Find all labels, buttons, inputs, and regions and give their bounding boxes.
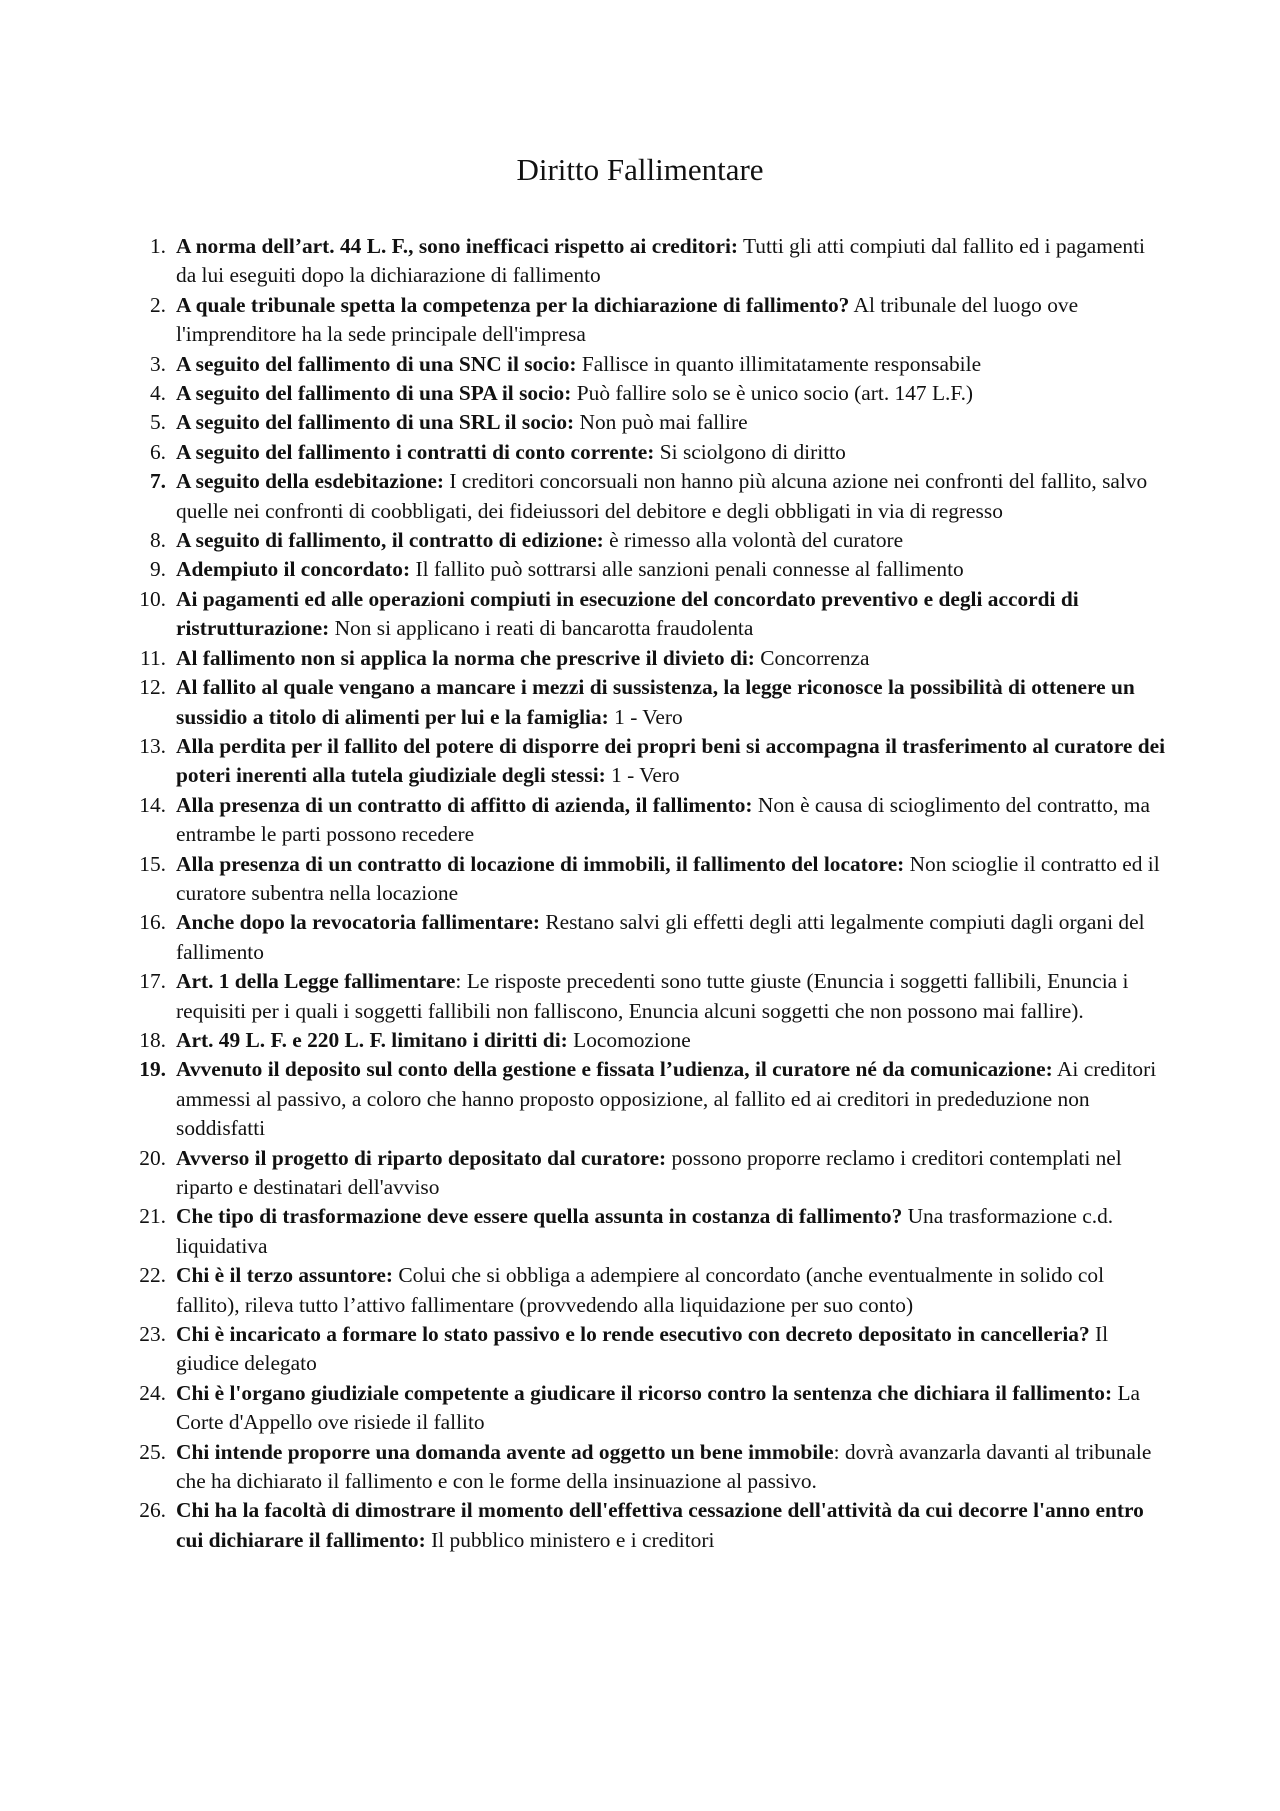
- item-number: 19.: [139, 1057, 166, 1082]
- answer-text: Tutti gli atti compiuti dal fallito ed i pagamenti da lui eseguiti dopo la dichiarazione di fallimento: [176, 234, 1145, 288]
- item-number: 13.: [139, 733, 166, 758]
- answer-text: Restano salvi gli effetti degli atti legalmente compiuti dagli organi del fallimento: [176, 910, 1145, 964]
- list-item: [149, 408, 1166, 437]
- item-number: 24.: [139, 1380, 166, 1405]
- list-item: [139, 791, 1166, 850]
- question-text: A seguito della esdebitazione:: [176, 469, 444, 494]
- list-item: [139, 1026, 1166, 1055]
- question-text: Art. 49 L. F. e 220 L. F. limitano i diritti di:: [176, 1027, 568, 1052]
- answer-text: Si sciolgono di diritto: [654, 439, 846, 464]
- list-item: [139, 1438, 1166, 1497]
- list-item: [149, 350, 1166, 379]
- list-item: [139, 967, 1166, 1026]
- answer-text: è rimesso alla volontà del curatore: [603, 528, 904, 553]
- question-text: Chi è incaricato a formare lo stato passivo e lo rende esecutivo con decreto depositato in cancelleria?: [176, 1322, 1090, 1347]
- question-text: A seguito di fallimento, il contratto di edizione:: [176, 528, 604, 553]
- question-text: Adempiuto il concordato:: [176, 557, 411, 582]
- answer-text: Il giudice delegato: [176, 1322, 1109, 1376]
- question-text: A seguito del fallimento di una SNC il socio:: [176, 351, 577, 376]
- page-title: Diritto Fallimentare: [516, 152, 764, 187]
- item-number: 1.: [149, 234, 166, 258]
- item-number: 3.: [149, 351, 166, 376]
- list-item: [140, 644, 1166, 673]
- item-number: 7.: [149, 469, 166, 494]
- list-item: [149, 379, 1166, 408]
- item-number: 22.: [139, 1263, 166, 1288]
- item-number: 16.: [139, 910, 166, 935]
- answer-text: Concorrenza: [754, 645, 870, 670]
- question-text: A seguito del fallimento di una SRL il socio:: [176, 410, 575, 435]
- question-text: Al fallito al quale vengano a mancare i mezzi di sussistenza, la legge riconosce la possibilità di ottenere un sussidio a titolo di alimenti per lui e la famiglia:: [176, 675, 1135, 729]
- list-item: [139, 585, 1166, 644]
- item-number: 5.: [149, 410, 166, 435]
- question-text: Alla perdita per il fallito del potere di disporre dei propri beni si accompagna il trasferimento al curatore dei poteri inerenti alla tutela giudiziale degli stessi:: [176, 733, 1166, 788]
- list-item: [139, 1144, 1166, 1203]
- list-item: [139, 1202, 1166, 1261]
- question-text: A quale tribunale spetta la competenza per la dichiarazione di fallimento?: [176, 292, 850, 317]
- question-text: Che tipo di trasformazione deve essere quella assunta in costanza di fallimento?: [176, 1204, 903, 1229]
- item-number: 2.: [149, 292, 166, 317]
- item-number: 17.: [139, 969, 166, 994]
- answer-text: possono proporre reclamo i creditori contemplati nel riparto e destinatari dell'avviso: [176, 1145, 1122, 1199]
- item-number: 14.: [139, 792, 166, 817]
- question-text: Chi è l'organo giudiziale competente a giudicare il ricorso contro la sentenza che dichiara il fallimento:: [176, 1380, 1113, 1405]
- answer-text: : Le risposte precedenti sono tutte giuste (Enuncia i soggetti fallibili, Enuncia i requisiti per i quali i soggetti fallibili non falliscono, Enuncia alcuni soggetti che non possono mai fallire).: [176, 969, 1129, 1023]
- item-number: 10.: [139, 586, 166, 611]
- question-text: Alla presenza di un contratto di affitto di azienda, il fallimento:: [176, 792, 753, 817]
- list-item: [149, 555, 1166, 584]
- answer-text: : dovrà avanzarla davanti al tribunale che ha dichiarato il fallimento e con le forme della insinuazione al passivo.: [176, 1439, 1152, 1494]
- item-number: 9.: [149, 557, 166, 582]
- answer-text: Colui che si obbliga a adempiere al concordato (anche eventualmente in solido col fallito), rileva tutto l’attivo fallimentare (provvedendo alla liquidazione per suo conto): [176, 1263, 1105, 1317]
- question-text: Art. 1 della Legge fallimentare: [176, 969, 456, 994]
- list-item: [149, 467, 1166, 526]
- answer-text: Locomozione: [567, 1027, 691, 1052]
- item-number: 20.: [139, 1145, 166, 1170]
- item-number: 12.: [139, 675, 166, 700]
- question-text: A norma dell’art. 44 L. F., sono inefficaci rispetto ai creditori:: [176, 234, 739, 258]
- list-item: [139, 850, 1166, 909]
- item-number: 4.: [149, 381, 166, 406]
- question-text: Chi è il terzo assuntore:: [176, 1263, 394, 1288]
- answer-text: Non si applicano i reati di bancarotta fraudolenta: [329, 616, 754, 641]
- list-item: [139, 1320, 1166, 1379]
- question-text: Avverso il progetto di riparto depositato dal curatore:: [176, 1145, 667, 1170]
- list-item: [149, 526, 1166, 555]
- item-number: 11.: [140, 645, 166, 670]
- item-number: 15.: [139, 851, 166, 876]
- answer-text: Non può mai fallire: [574, 410, 748, 435]
- answer-text: 1 - Vero: [608, 704, 683, 729]
- answer-text: Il fallito può sottrarsi alle sanzioni penali connesse al fallimento: [410, 557, 964, 582]
- question-list: [139, 232, 1166, 1555]
- list-item: [139, 673, 1166, 732]
- question-text: Alla presenza di un contratto di locazione di immobili, il fallimento del locatore:: [176, 851, 905, 876]
- question-text: Ai pagamenti ed alle operazioni compiuti in esecuzione del concordato preventivo e degli accordi di ristrutturazione:: [176, 586, 1079, 641]
- answer-text: La Corte d'Appello ove risiede il fallito: [176, 1380, 1141, 1435]
- list-item: [149, 291, 1166, 350]
- question-text: A seguito del fallimento i contratti di conto corrente:: [176, 439, 655, 464]
- answer-text: Al tribunale del luogo ove l'imprenditore ha la sede principale dell'impresa: [176, 292, 1079, 347]
- question-text: Chi ha la facoltà di dimostrare il momento dell'effettiva cessazione dell'attività da cui decorre l'anno entro cui dichiarare il fallimento:: [176, 1498, 1144, 1552]
- answer-text: I creditori concorsuali non hanno più alcuna azione nei confronti del fallito, salvo quelle nei confronti di coobbligati, dei fideiussori del debitore e degli obbligati in via di regresso: [176, 469, 1148, 523]
- list-item: [139, 1379, 1166, 1438]
- list-item: [149, 232, 1166, 291]
- answer-text: Può fallire solo se è unico socio (art. 147 L.F.): [571, 381, 974, 406]
- answer-text: Non scioglie il contratto ed il curatore subentra nella locazione: [176, 851, 1160, 905]
- list-item: [149, 438, 1166, 467]
- list-item: [139, 1261, 1166, 1320]
- question-text: A seguito del fallimento di una SPA il socio:: [176, 381, 572, 406]
- answer-text: Ai creditori ammessi al passivo, a coloro che hanno proposto opposizione, al fallito ed ai creditori in prededuzione non soddisfatti: [176, 1057, 1157, 1141]
- question-text: Avvenuto il deposito sul conto della gestione e fissata l’udienza, il curatore né da comunicazione:: [176, 1057, 1053, 1082]
- list-item: [139, 1055, 1166, 1143]
- list-item: [139, 732, 1166, 791]
- answer-text: Il pubblico ministero e i creditori: [425, 1527, 715, 1552]
- item-number: 26.: [139, 1498, 166, 1523]
- list-item: [139, 1496, 1166, 1555]
- answer-text: Fallisce in quanto illimitatamente responsabile: [576, 351, 982, 376]
- list-item: [139, 908, 1166, 967]
- item-number: 25.: [139, 1439, 166, 1464]
- answer-text: Non è causa di scioglimento del contratto, ma entrambe le parti possono recedere: [176, 792, 1150, 847]
- answer-text: 1 - Vero: [605, 763, 680, 788]
- question-text: Chi intende proporre una domanda avente ad oggetto un bene immobile: [176, 1439, 834, 1464]
- item-number: 6.: [149, 439, 166, 464]
- question-text: Anche dopo la revocatoria fallimentare:: [176, 910, 540, 935]
- item-number: 23.: [139, 1322, 166, 1347]
- item-number: 8.: [149, 528, 166, 553]
- answer-text: Una trasformazione c.d. liquidativa: [176, 1204, 1114, 1258]
- question-text: Al fallimento non si applica la norma che prescrive il divieto di:: [176, 645, 755, 670]
- item-number: 18.: [139, 1027, 166, 1052]
- item-number: 21.: [139, 1204, 166, 1229]
